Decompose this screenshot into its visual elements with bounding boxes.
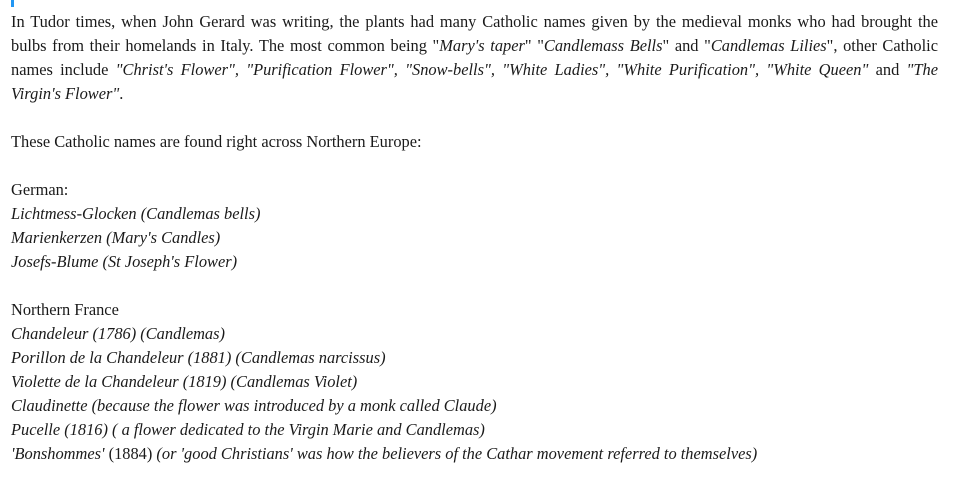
name-candlemass-bells: Candlemass Bells (543, 36, 663, 55)
german-name-item: Marienkerzen (Mary's Candles) (11, 228, 221, 247)
text-cursor-marker (11, 0, 14, 7)
french-name-item: Chandeleur (1786) (Candlemas) (11, 324, 225, 343)
bonshommes-name: 'Bonshommes' (11, 444, 105, 463)
french-name-item: Pucelle (1816) ( a flower dedicated to the Virgin Marie and Candlemas) (11, 420, 485, 439)
name-marys-taper: Mary's taper (439, 36, 525, 55)
french-name-item: Claudinette (because the flower was introduced by a monk called Claude) (11, 396, 497, 415)
name-virgins-flower: "The Virgin's Flower" (11, 60, 938, 103)
catholic-names-list: "Christ's Flower", "Purification Flower", "Snow-bells", "White Ladies", "White Purification", "White Queen" (115, 60, 869, 79)
intro-text: " " (524, 36, 544, 55)
french-name-item: Violette de la Chandeleur (1819) (Candlemas Violet) (11, 372, 358, 391)
french-name-item-bonshommes (11, 442, 938, 466)
intro-text: and (868, 60, 907, 79)
french-name-item: Porillon de la Chandeleur (1881) (Candlemas narcissus) (11, 348, 386, 367)
intro-text: " and " (662, 36, 711, 55)
france-heading: Northern France (11, 300, 119, 319)
intro-paragraph (11, 10, 938, 106)
intro-text: . (119, 84, 124, 103)
intro-text: ", other Catholic names include (11, 36, 938, 79)
name-candlemas-lilies: Candlemas Lilies (710, 36, 827, 55)
german-name-item: Lichtmess-Glocken (Candlemas bells) (11, 204, 261, 223)
article-body (11, 10, 938, 466)
german-heading: German: (11, 180, 69, 199)
northern-europe-statement: These Catholic names are found right across Northern Europe: (11, 132, 422, 151)
german-name-item: Josefs-Blume (St Joseph's Flower) (11, 252, 238, 271)
bonshommes-note: (or 'good Christians' was how the believers of the Cathar movement referred to themselves) (156, 444, 758, 463)
bonshommes-year: (1884) (104, 444, 157, 463)
intro-text: In Tudor times, when John Gerard was writing, the plants had many Catholic names given by the medieval monks who had brought the bulbs from their homelands in Italy. The most common being " (11, 12, 938, 55)
